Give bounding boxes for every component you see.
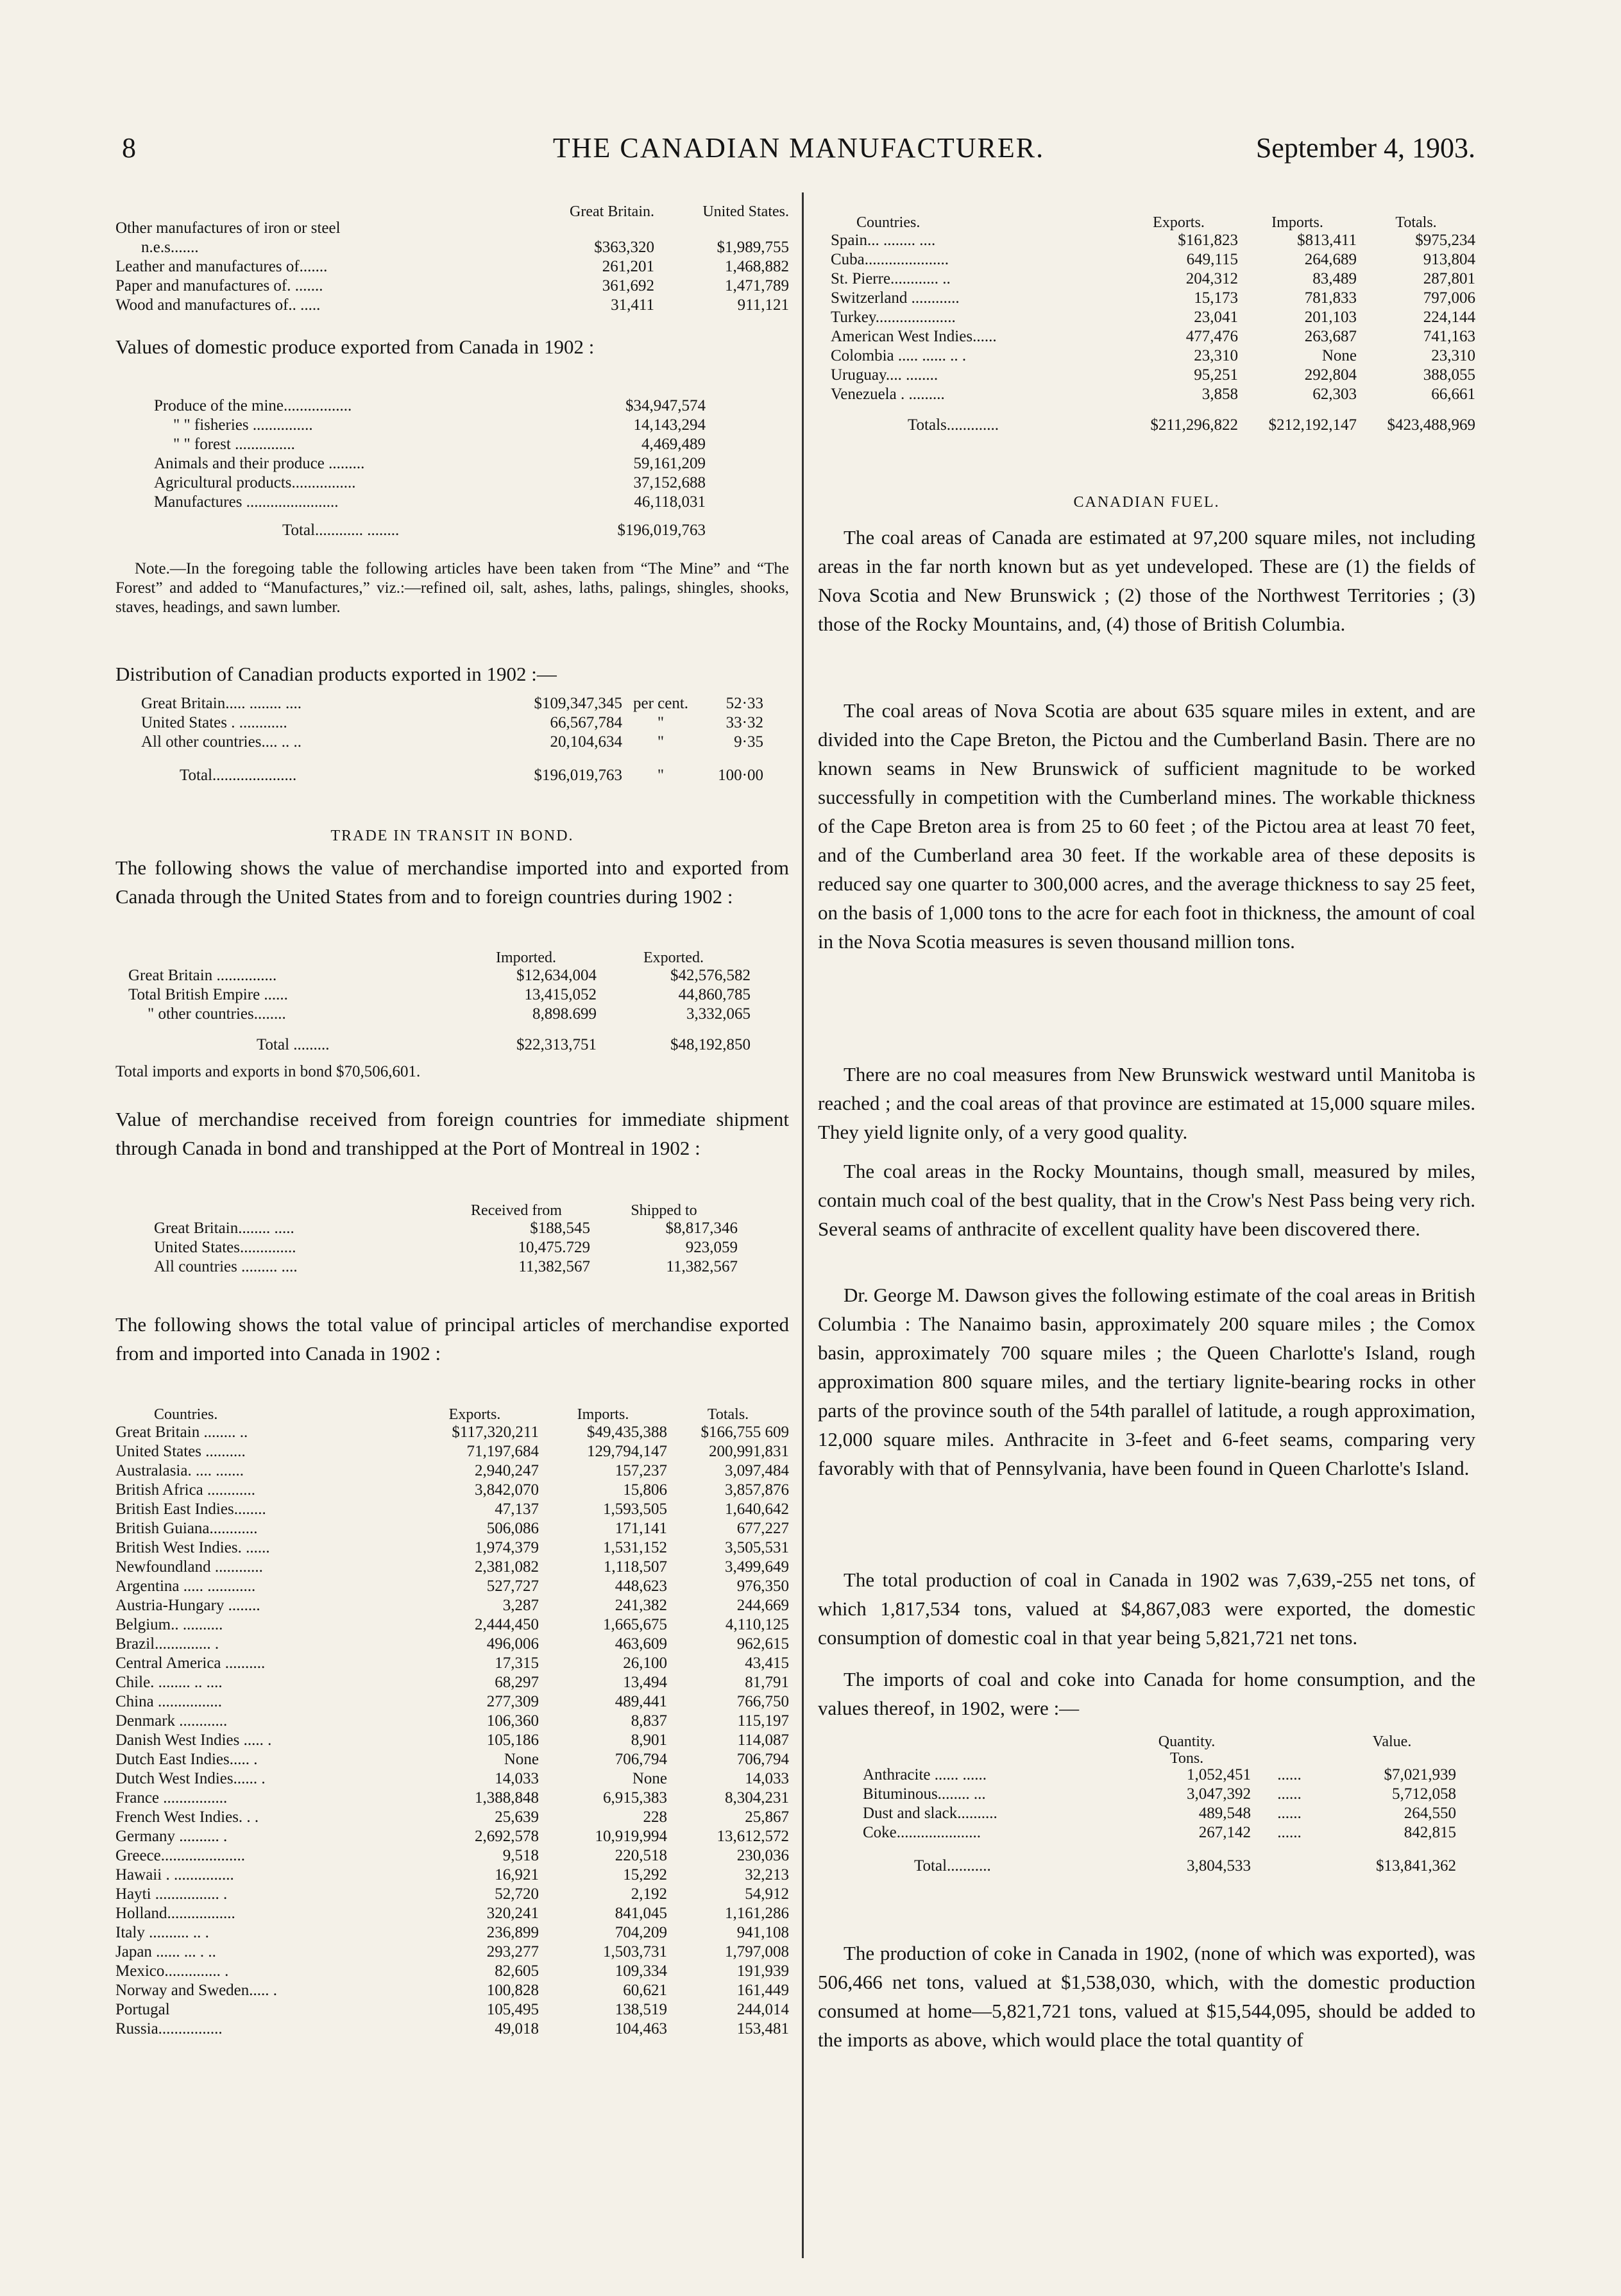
total-row: Total..................... $196,019,763 " 100·00 (180, 767, 763, 784)
coal-imports-table: Quantity. Value. Tons. Anthracite ...... ...... 1,052,451 ...... $7,021,939 Bituminous........ ... 3,047,392 ...... 5,712,058 Dust and slack.......... 489,548 ...... 264,550 Coke..................... 267,142 ...... 842,815 Total........... 3,804,533 $13,841,362 (818, 1732, 1475, 1881)
table-row: Coke..................... 267,142 ...... 842,815 (863, 1824, 1456, 1841)
table-row: British West Indies. ...... 1,974,379 1,531,152 3,505,531 (115, 1539, 789, 1556)
table-row: American West Indies...... 477,476 263,687 741,163 (831, 328, 1475, 345)
manufactures-table (115, 202, 789, 315)
table-row: " other countries........ 8,898.699 3,332,065 (148, 1005, 751, 1023)
page-number: 8 (122, 132, 136, 164)
table-row: Great Britain..... ........ .... $109,347,345 per cent. 52·33 (141, 695, 763, 712)
table-row: Venezuela . ......... 3,858 62,303 66,661 (831, 386, 1475, 403)
countries-table: Countries. Exports. Imports. Totals. Great Britain ........ .. $117,320,211 $49,435,388 $166,755 609 United States .......... 71,197,684 129,794,147 200,991,831 Australasia. .... ....... 2,940,247 157,237 3,097,484 British Africa ............ 3,842,070 15,806 3,857,876 British East Indies........ 47,137 1,593,505 1,640,642 British Guiana............ 506,086 171,141 677,227 British West Indies. ...... 1,974,379 1,531,152 3,505,531 Newfoundland ............ 2,381,082 1,118,507 3,499,649 Argentina ..... ............ 527,727 448,623 976,350 Austria-Hungary ........ 3,287 241,382 244,669 Belgium.. .......... 2,444,450 1,665,675 4,110,125 Brazil.............. . 496,006 463,609 962,615 Central America .......... 17,315 26,100 43,415 Chile. ........ .. .... 68,297 13,494 81,791 China ................ 277,309 489,441 766,750 Denmark ............ 106,360 8,837 115,197 Danish West Indies ..... . 105,186 8,901 114,087 Dutch East Indies..... . None 706,794 706,794 Dutch West Indies...... . 14,033 None 14,033 France ................ 1,388,848 6,915,383 8,304,231 French West Indies. . . 25,639 228 25,867 Germany .......... . 2,692,578 10,919,994 13,612,572 Greece..................... 9,518 220,518 230,036 Hawaii . ............... 16,921 15,292 32,213 Hayti ................ . 52,720 2,192 54,912 Holland................. 320,241 841,045 1,161,286 Italy .......... .. . 236,899 704,209 941,108 Japan ...... ... . .. 293,277 1,503,731 1,797,008 Mexico.............. . 82,605 109,334 191,939 Norway and Sweden..... . 100,828 60,621 161,449 Portugal 105,495 138,519 244,014 Russia................ 49,018 104,463 153,481 (115, 1406, 789, 2037)
table-row: Produce of the mine................. $34,947,574 (154, 397, 706, 414)
table-row: Danish West Indies ..... . 105,186 8,901 114,087 (115, 1731, 789, 1749)
montreal-paragraph: Value of merchandise received from foreign countries for immediate shipment through Canada in bond and transhipped at the Port of Montreal in 1902 : (115, 1108, 789, 1159)
issue-date: September 4, 1903. (1255, 132, 1475, 164)
table-row: French West Indies. . . 25,639 228 25,867 (115, 1808, 789, 1826)
table-row: Colombia ..... ...... .. . 23,310 None 23,310 (831, 347, 1475, 364)
countries-table-continued: Countries. Exports. Imports. Totals. Spain... ........ .... $161,823 $813,411 $975,234 Cuba..................... 649,115 264,689 913,804 St. Pierre............ .. 204,312 83,489 287,801 Switzerland ............ 15,173 781,833 797,006 Turkey.................... 23,041 201,103 224,144 American West Indies...... 477,476 263,687 741,163 Colombia ..... ...... .. . 23,310 None 23,310 Uruguay.... ........ 95,251 292,804 388,055 Venezuela . ......... 3,858 62,303 66,661 Totals............. $211,296,822 $212,192,147 $423,488,969 (818, 213, 1475, 440)
table-row: Mexico.............. . 82,605 109,334 191,939 (115, 1962, 789, 1980)
fuel-paragraph-4: The coal areas in the Rocky Mountains, though small, measured by miles, contain much coal of the best quality, that in the Crow's Nest Pass being very rich. Several seams of anthracite of excellent quality have been discovered there. (818, 1160, 1475, 1240)
transit-paragraph: The following shows the value of merchandise imported into and exported from Canada through the United States from and to foreign countries during 1902 : (115, 856, 789, 908)
table-row: Brazil.............. . 496,006 463,609 962,615 (115, 1635, 789, 1653)
table-row: Manufactures ....................... 46,118,031 (154, 493, 706, 511)
table-row: Japan ...... ... . .. 293,277 1,503,731 1,797,008 (115, 1943, 789, 1960)
table-row: Austria-Hungary ........ 3,287 241,382 244,669 (115, 1597, 789, 1614)
table-row: Holland................. 320,241 841,045 1,161,286 (115, 1905, 789, 1922)
table-row: United States.............. 10,475.729 923,059 (154, 1239, 738, 1256)
table-row: All countries ......... .... 11,382,567 11,382,567 (154, 1258, 738, 1275)
table-row: Switzerland ............ 15,173 781,833 797,006 (831, 289, 1475, 307)
table-row: Portugal 105,495 138,519 244,014 (115, 2001, 789, 2018)
fuel-paragraph-3: There are no coal measures from New Brunswick westward until Manitoba is reached ; and the coal areas of that province are estimated at 15,000 square miles. They yield lignite only, of a very good quality. (818, 1063, 1475, 1143)
table-row: Dust and slack.......... 489,548 ...... 264,550 (863, 1805, 1456, 1822)
total-row: Total ......... $22,313,751 $48,192,850 (257, 1036, 751, 1053)
page-header (122, 132, 1475, 176)
column-divider (802, 192, 804, 2258)
table-row: Central America .......... 17,315 26,100 43,415 (115, 1654, 789, 1672)
table-row: Animals and their produce ......... 59,161,209 (154, 455, 706, 472)
table-row: n.e.s....... $363,320 $1,989,755 (141, 239, 789, 256)
table-row: Spain... ........ .... $161,823 $813,411 $975,234 (831, 232, 1475, 249)
table-row: Total British Empire ...... 13,415,052 44,860,785 (128, 986, 751, 1003)
fuel-paragraph-8: The production of coke in Canada in 1902, (none of which was exported), was 506,466 net tons, valued at $1,538,030, which, with the domestic production consumed at home—5,821,721 tons, valued at $15,544,095, should be added to the imports as above, which would place the total quantity of (818, 1942, 1475, 2051)
total-row: Total........... 3,804,533 $13,841,362 (914, 1857, 1456, 1875)
transit-table: Imported. Exported. Great Britain ............... $12,634,004 $42,576,582 Total British Empire ...... 13,415,052 44,860,785 " other countries........ 8,898.699 3,332,065 Total ......... $22,313,751 $48,192,850 Total imports and exports in bond $70,506,601. (115, 949, 751, 1080)
col-head-great-britain: Great Britain. (570, 203, 654, 220)
table-row: Turkey.................... 23,041 201,103 224,144 (831, 309, 1475, 326)
table-row: Great Britain........ ..... $188,545 $8,817,346 (154, 1220, 738, 1237)
table-row: Italy .......... .. . 236,899 704,209 941,108 (115, 1924, 789, 1941)
table-row: China ................ 277,309 489,441 766,750 (115, 1693, 789, 1710)
table-row: British East Indies........ 47,137 1,593,505 1,640,642 (115, 1501, 789, 1518)
table-row: Bituminous........ ... 3,047,392 ...... 5,712,058 (863, 1785, 1456, 1803)
table-row: " " forest ............... 4,469,489 (173, 436, 706, 453)
table-row: British Africa ............ 3,842,070 15,806 3,857,876 (115, 1481, 789, 1499)
total-row: Totals............. $211,296,822 $212,192,147 $423,488,969 (908, 416, 1475, 434)
distribution-paragraph: Distribution of Canadian products exported in 1902 :— (115, 663, 557, 685)
table-row: Great Britain ........ .. $117,320,211 $49,435,388 $166,755 609 (115, 1424, 789, 1441)
page-title: THE CANADIAN MANUFACTURER. (552, 132, 1045, 164)
fuel-paragraph-7: The imports of coal and coke into Canada for home consumption, and the values thereof, in 1902, were :— (818, 1668, 1475, 1719)
transit-heading: TRADE IN TRANSIT IN BOND. (330, 828, 574, 844)
fuel-paragraph-5: Dr. George M. Dawson gives the following estimate of the coal areas in British Columbia : The Nanaimo basin, approximately 200 square miles ; the Comox basin, approximately 700 square miles ; the Queen Charlotte's Island, rough approximation 800 square miles, and the tertiary lignite-bearing rocks in other parts of the province south of the 54th parallel of latitude, a rough approximation, 12,000 square miles. Anthracite in 3-feet and 6-feet seams, comparing very favorably with that of Pennsylvania, have been found in Queen Charlotte's Island. (818, 1284, 1475, 1479)
table-row: Russia................ 49,018 104,463 153,481 (115, 2020, 789, 2037)
produce-table (115, 396, 789, 545)
table-row: Australasia. .... ....... 2,940,247 157,237 3,097,484 (115, 1462, 789, 1479)
table-row: St. Pierre............ .. 204,312 83,489 287,801 (831, 270, 1475, 287)
countries-cont-body (818, 231, 1475, 404)
fuel-paragraph-1: The coal areas of Canada are estimated at 97,200 square miles, not including areas in the far north known but as yet undeveloped. These are (1) the fields of Nova Scotia and New Brunswick ; (2) those of the Northwest Territories ; (3) those of the Rocky Mountains, and, (4) those of British Columbia. (818, 526, 1475, 635)
table-row: Paper and manufactures of. ....... 361,692 1,471,789 (115, 277, 789, 294)
table-row: Cuba..................... 649,115 264,689 913,804 (831, 251, 1475, 268)
fuel-paragraph-6: The total production of coal in Canada in 1902 was 7,639,-255 net tons, of which 1,817,534 tons, valued at $4,867,083 were exported, the domestic consumption of domestic coal in that year being 5,821,721 net tons. (818, 1569, 1475, 1649)
table-row: Uruguay.... ........ 95,251 292,804 388,055 (831, 366, 1475, 384)
table-row: Great Britain ............... $12,634,004 $42,576,582 (128, 967, 751, 984)
table-row: Dutch West Indies...... . 14,033 None 14,033 (115, 1770, 789, 1787)
note-paragraph: Note.—In the foregoing table the following articles have been taken from “The Mine” and “The Forest” and added to “Manufactures,” viz.:—refined oil, salt, ashes, laths, palings, shingles, shooks, staves, headings, and sawn lumber. (115, 560, 789, 616)
table-row: United States . ............ 66,567,784 " 33·32 (141, 714, 763, 731)
fuel-paragraph-2: The coal areas of Nova Scotia are about 635 square miles in extent, and are divided into the Cape Breton, the Pictou and the Cumberland Basin. There are no known seams in New Brunswick of sufficient magnitude to be worked successfully in competition with the Cumberland mines. The workable thickness of the Cape Breton area is from 25 to 60 feet ; of the Pictou area at least 70 feet, and of the Cumberland area 30 feet. If the workable area of these deposits is reduced say one quarter to 300,000 acres, and the average thickness to say 25 feet, on the basis of 1,000 tons to the acre for each foot in thickness, the amount of coal in the Nova Scotia measures is seven thousand million tons. (818, 699, 1475, 953)
values-paragraph: Values of domestic produce exported from Canada in 1902 : (115, 336, 595, 358)
table-row: Wood and manufactures of.. ..... 31,411 911,121 (115, 296, 789, 314)
table-row: Belgium.. .......... 2,444,450 1,665,675 4,110,125 (115, 1616, 789, 1633)
total-row: Total............ ........ $196,019,763 (282, 522, 706, 539)
table-row: Denmark ............ 106,360 8,837 115,197 (115, 1712, 789, 1730)
fuel-heading: CANADIAN FUEL. (1073, 494, 1220, 511)
table-row: Newfoundland ............ 2,381,082 1,118,507 3,499,649 (115, 1558, 789, 1576)
table-row: Argentina ..... ............ 527,727 448,623 976,350 (115, 1577, 789, 1595)
col-head-united-states: United States. (702, 203, 789, 220)
table-row: United States .......... 71,197,684 129,794,147 200,991,831 (115, 1443, 789, 1460)
table-row: All other countries.... .. .. 20,104,634 " 9·35 (141, 733, 763, 751)
table-row: Greece..................... 9,518 220,518 230,036 (115, 1847, 789, 1864)
table-row: " " fisheries ............... 14,143,294 (173, 416, 706, 434)
table-row: Anthracite ...... ...... 1,052,451 ...... $7,021,939 (863, 1766, 1456, 1783)
countries-table-body (115, 1423, 789, 2039)
table-row: France ................ 1,388,848 6,915,383 8,304,231 (115, 1789, 789, 1807)
table-row: Norway and Sweden..... . 100,828 60,621 161,449 (115, 1982, 789, 1999)
principal-paragraph: The following shows the total value of principal articles of merchandise exported from and imported into Canada in 1902 : (115, 1313, 789, 1365)
table-row-label: Other manufactures of iron or steel (115, 219, 341, 237)
table-row: Leather and manufactures of....... 261,201 1,468,882 (115, 258, 789, 275)
bond-total-line: Total imports and exports in bond $70,506,601. (115, 1063, 421, 1080)
table-row: British Guiana............ 506,086 171,141 677,227 (115, 1520, 789, 1537)
table-row: Dutch East Indies..... . None 706,794 706,794 (115, 1751, 789, 1768)
distribution-table (115, 694, 789, 790)
montreal-table: Received from Shipped to Great Britain........ ..... $188,545 $8,817,346 United States.............. 10,475.729 923,059 All countries ......... .... 11,382,567 11,382,567 (154, 1202, 738, 1275)
table-row: Chile. ........ .. .... 68,297 13,494 81,791 (115, 1674, 789, 1691)
table-row: Germany .......... . 2,692,578 10,919,994 13,612,572 (115, 1828, 789, 1845)
table-row: Hayti ................ . 52,720 2,192 54,912 (115, 1885, 789, 1903)
table-row: Agricultural products................ 37,152,688 (154, 474, 706, 491)
table-row: Hawaii . ............... 16,921 15,292 32,213 (115, 1866, 789, 1884)
